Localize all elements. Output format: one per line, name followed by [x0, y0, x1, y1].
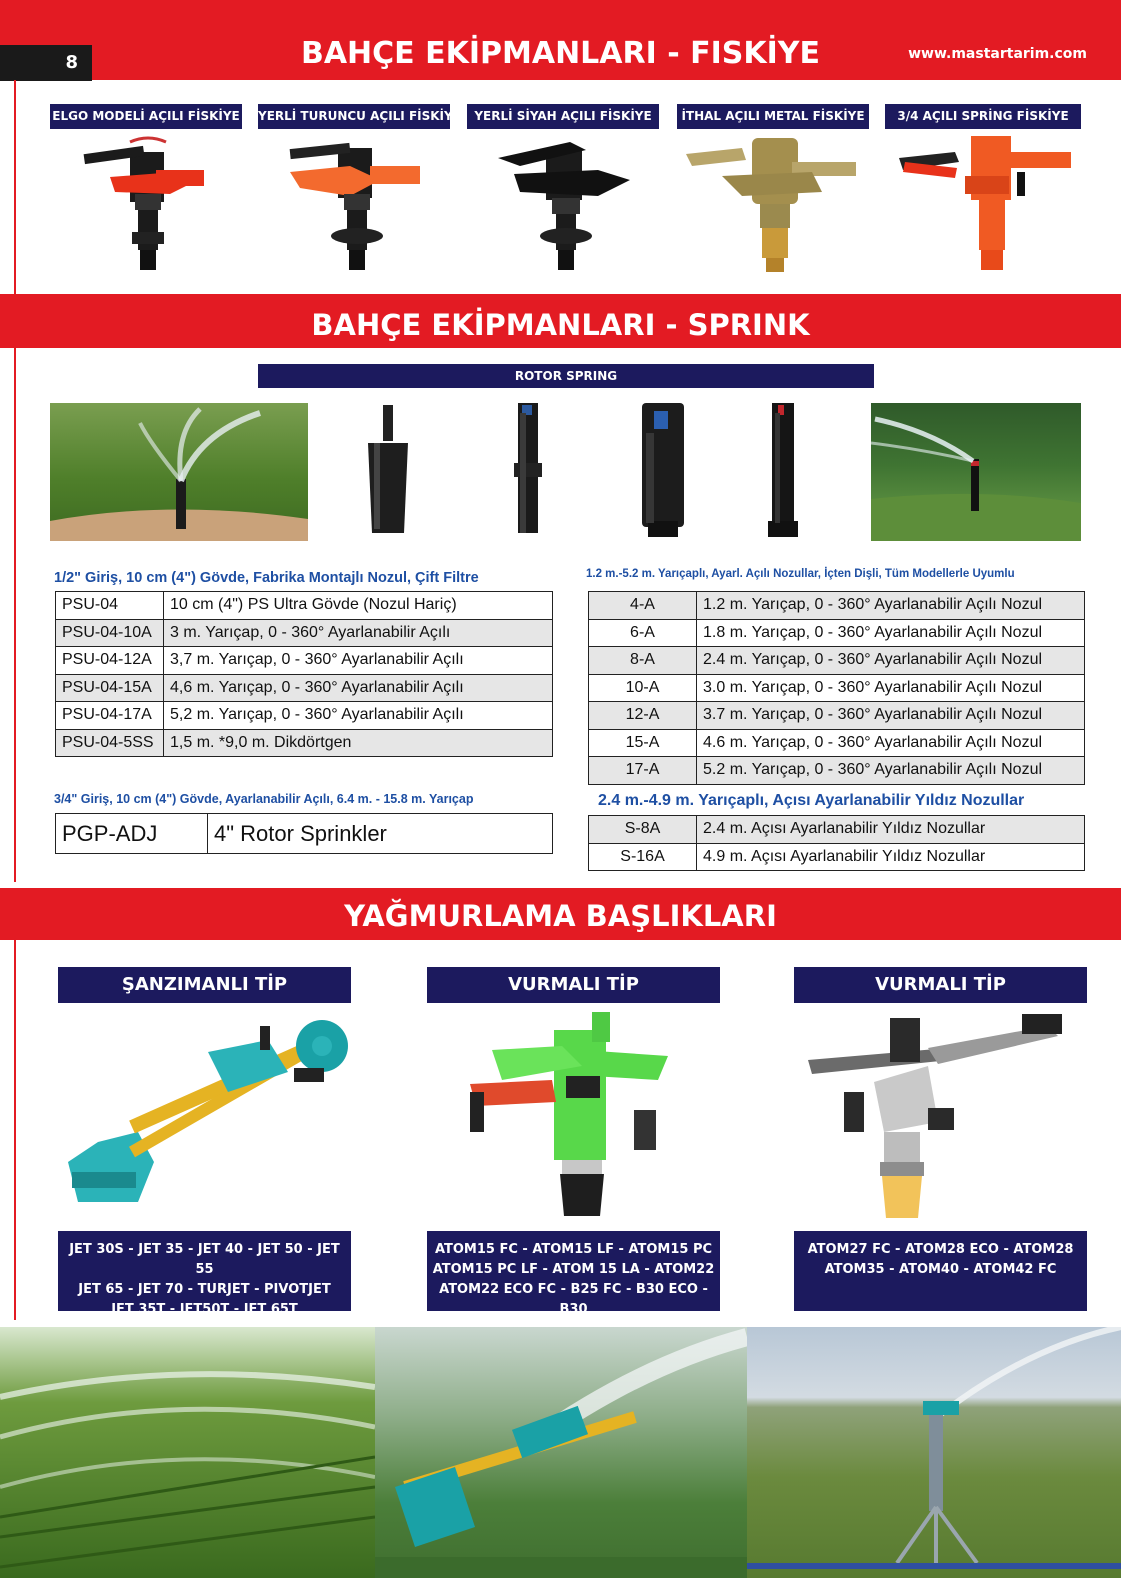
table-row: [56, 702, 553, 730]
left-rule: [14, 80, 16, 294]
product-label: YERLİ TURUNCU AÇILI FİSKİYE: [258, 104, 450, 129]
orange-sprinkler-image: [280, 132, 430, 277]
gear-drive-gun-image: [58, 1012, 358, 1212]
column-heading: VURMALI TİP: [794, 967, 1087, 1003]
rotor-body-1-image: [360, 403, 420, 541]
impact-green-gun-image: [462, 1010, 686, 1222]
table-row: [56, 674, 553, 702]
spring-sprinkler-image: [895, 132, 1075, 277]
model-line: ATOM15 PC LF - ATOM 15 LA - ATOM22: [432, 1262, 715, 1277]
gun-in-field-photo: [375, 1327, 747, 1578]
psu-heading: 1/2" Giriş, 10 cm (4") Gövde, Fabrika Montajlı Nozul, Çift Filtre: [54, 570, 479, 586]
rotor-garden-photo: [871, 403, 1081, 541]
description-cell: 3 m. Yarıçap, 0 - 360° Ayarlanabilir Açılı: [164, 619, 553, 647]
model-list: [58, 1231, 351, 1317]
table-row: [56, 729, 553, 757]
description-cell: 3.0 m. Yarıçap, 0 - 360° Ayarlanabilir Açılı Nozul: [697, 674, 1085, 702]
description-cell: 5.2 m. Yarıçap, 0 - 360° Ayarlanabilir Açılı Nozul: [697, 757, 1085, 785]
model-cell: 12-A: [589, 702, 697, 730]
model-line: ATOM35 - ATOM40 - ATOM42 FC: [824, 1262, 1057, 1277]
table-row: [56, 619, 553, 647]
lawn-sprinkler-photo: [50, 403, 308, 541]
model-line: JET 65 - JET 70 - TURJET - PIVOTJET: [78, 1282, 331, 1297]
star-nozzle-table: [588, 815, 1085, 871]
model-cell: PSU-04-5SS: [56, 729, 164, 757]
model-cell: 8-A: [589, 647, 697, 675]
section-title: BAHÇE EKİPMANLARI - SPRINK: [311, 308, 810, 342]
description-cell: 1.2 m. Yarıçap, 0 - 360° Ayarlanabilir Açılı Nozul: [697, 592, 1085, 620]
star-nozzle-heading: 2.4 m.-4.9 m. Yarıçaplı, Açısı Ayarlanabilir Yıldız Nozullar: [598, 792, 1025, 809]
website[interactable]: www.mastartarim.com: [908, 46, 1087, 62]
product-label: 3/4 AÇILI SPRİNG FİSKİYE: [885, 104, 1081, 129]
left-rule: [14, 940, 16, 1320]
model-line: ATOM27 FC - ATOM28 ECO - ATOM28: [807, 1242, 1074, 1257]
description-cell: 3,7 m. Yarıçap, 0 - 360° Ayarlanabilir Açılı: [164, 647, 553, 675]
description-cell: 4" Rotor Sprinkler: [208, 814, 553, 854]
model-cell: 6-A: [589, 619, 697, 647]
product-label: YERLİ SİYAH AÇILI FİSKİYE: [467, 104, 659, 129]
model-cell: 15-A: [589, 729, 697, 757]
table-row: [589, 843, 1085, 871]
rotor-body-2-image: [508, 403, 548, 541]
model-cell: PSU-04: [56, 592, 164, 620]
product-label: ELGO MODELİ AÇILI FİSKİYE: [50, 104, 242, 129]
product-label: İTHAL AÇILI METAL FİSKİYE: [677, 104, 869, 129]
model-line: ATOM22 ECO FC - B25 FC - B30 ECO - B30: [439, 1282, 708, 1317]
nozzle-table: [588, 591, 1085, 785]
table-row: [589, 674, 1085, 702]
table-row: [56, 647, 553, 675]
section-bar-sprink: [0, 294, 1121, 348]
column-heading: ŞANZIMANLI TİP: [58, 967, 351, 1003]
model-cell: 4-A: [589, 592, 697, 620]
table-row: [56, 814, 553, 854]
table-row: [589, 702, 1085, 730]
section-title: YAĞMURLAMA BAŞLIKLARI: [344, 899, 777, 933]
pgp-heading: 3/4" Giriş, 10 cm (4") Gövde, Ayarlanabilir Açılı, 6.4 m. - 15.8 m. Yarıçap: [54, 792, 474, 806]
description-cell: 2.4 m. Açısı Ayarlanabilir Yıldız Nozullar: [697, 816, 1085, 844]
description-cell: 4.9 m. Açısı Ayarlanabilir Yıldız Nozullar: [697, 843, 1085, 871]
column-heading: VURMALI TİP: [427, 967, 720, 1003]
model-list: [427, 1231, 720, 1317]
model-line: JET 35T - JET50T - JET 65T: [111, 1302, 298, 1317]
description-cell: 1.8 m. Yarıçap, 0 - 360° Ayarlanabilir Açılı Nozul: [697, 619, 1085, 647]
black-sprinkler-image: [490, 132, 640, 277]
gun-on-tripod-photo: [747, 1327, 1121, 1578]
model-line: JET 30S - JET 35 - JET 40 - JET 50 - JET 55: [69, 1242, 340, 1277]
description-cell: 4.6 m. Yarıçap, 0 - 360° Ayarlanabilir Açılı Nozul: [697, 729, 1085, 757]
page-title: BAHÇE EKİPMANLARI - FISKİYE: [300, 36, 821, 71]
metal-sprinkler-image: [682, 132, 862, 277]
model-cell: PSU-04-15A: [56, 674, 164, 702]
pgp-table: [55, 813, 553, 854]
impact-metal-gun-image: [808, 1012, 1072, 1224]
psu-table: [55, 591, 553, 757]
model-cell: PSU-04-12A: [56, 647, 164, 675]
description-cell: 10 cm (4") PS Ultra Gövde (Nozul Hariç): [164, 592, 553, 620]
model-cell: S-8A: [589, 816, 697, 844]
header-bar: [0, 0, 1121, 80]
table-row: [589, 647, 1085, 675]
model-list: [794, 1231, 1087, 1311]
section-bar-yagmurlama: [0, 888, 1121, 940]
model-cell: S-16A: [589, 843, 697, 871]
rotor-spring-label: ROTOR SPRING: [258, 364, 874, 388]
left-rule: [14, 348, 16, 882]
elgo-sprinkler-image: [70, 132, 220, 277]
model-cell: PGP-ADJ: [56, 814, 208, 854]
model-cell: PSU-04-10A: [56, 619, 164, 647]
table-row: [589, 757, 1085, 785]
rotor-body-4-image: [766, 403, 800, 541]
model-cell: PSU-04-17A: [56, 702, 164, 730]
model-cell: 10-A: [589, 674, 697, 702]
description-cell: 4,6 m. Yarıçap, 0 - 360° Ayarlanabilir Açılı: [164, 674, 553, 702]
description-cell: 3.7 m. Yarıçap, 0 - 360° Ayarlanabilir Açılı Nozul: [697, 702, 1085, 730]
nozzle-heading: 1.2 m.-5.2 m. Yarıçaplı, Ayarl. Açılı Nozullar, İçten Dişli, Tüm Modellerle Uyumlu: [586, 568, 1015, 580]
rotor-body-3-image: [638, 403, 688, 541]
table-row: [589, 592, 1085, 620]
table-row: [589, 729, 1085, 757]
description-cell: 2.4 m. Yarıçap, 0 - 360° Ayarlanabilir Açılı Nozul: [697, 647, 1085, 675]
table-row: [589, 619, 1085, 647]
page-number: 8: [0, 45, 92, 81]
model-line: ATOM15 FC - ATOM15 LF - ATOM15 PC: [434, 1242, 713, 1257]
field-irrigation-photo: [0, 1327, 375, 1578]
table-row: [56, 592, 553, 620]
description-cell: 5,2 m. Yarıçap, 0 - 360° Ayarlanabilir Açılı: [164, 702, 553, 730]
description-cell: 1,5 m. *9,0 m. Dikdörtgen: [164, 729, 553, 757]
table-row: [589, 816, 1085, 844]
model-cell: 17-A: [589, 757, 697, 785]
